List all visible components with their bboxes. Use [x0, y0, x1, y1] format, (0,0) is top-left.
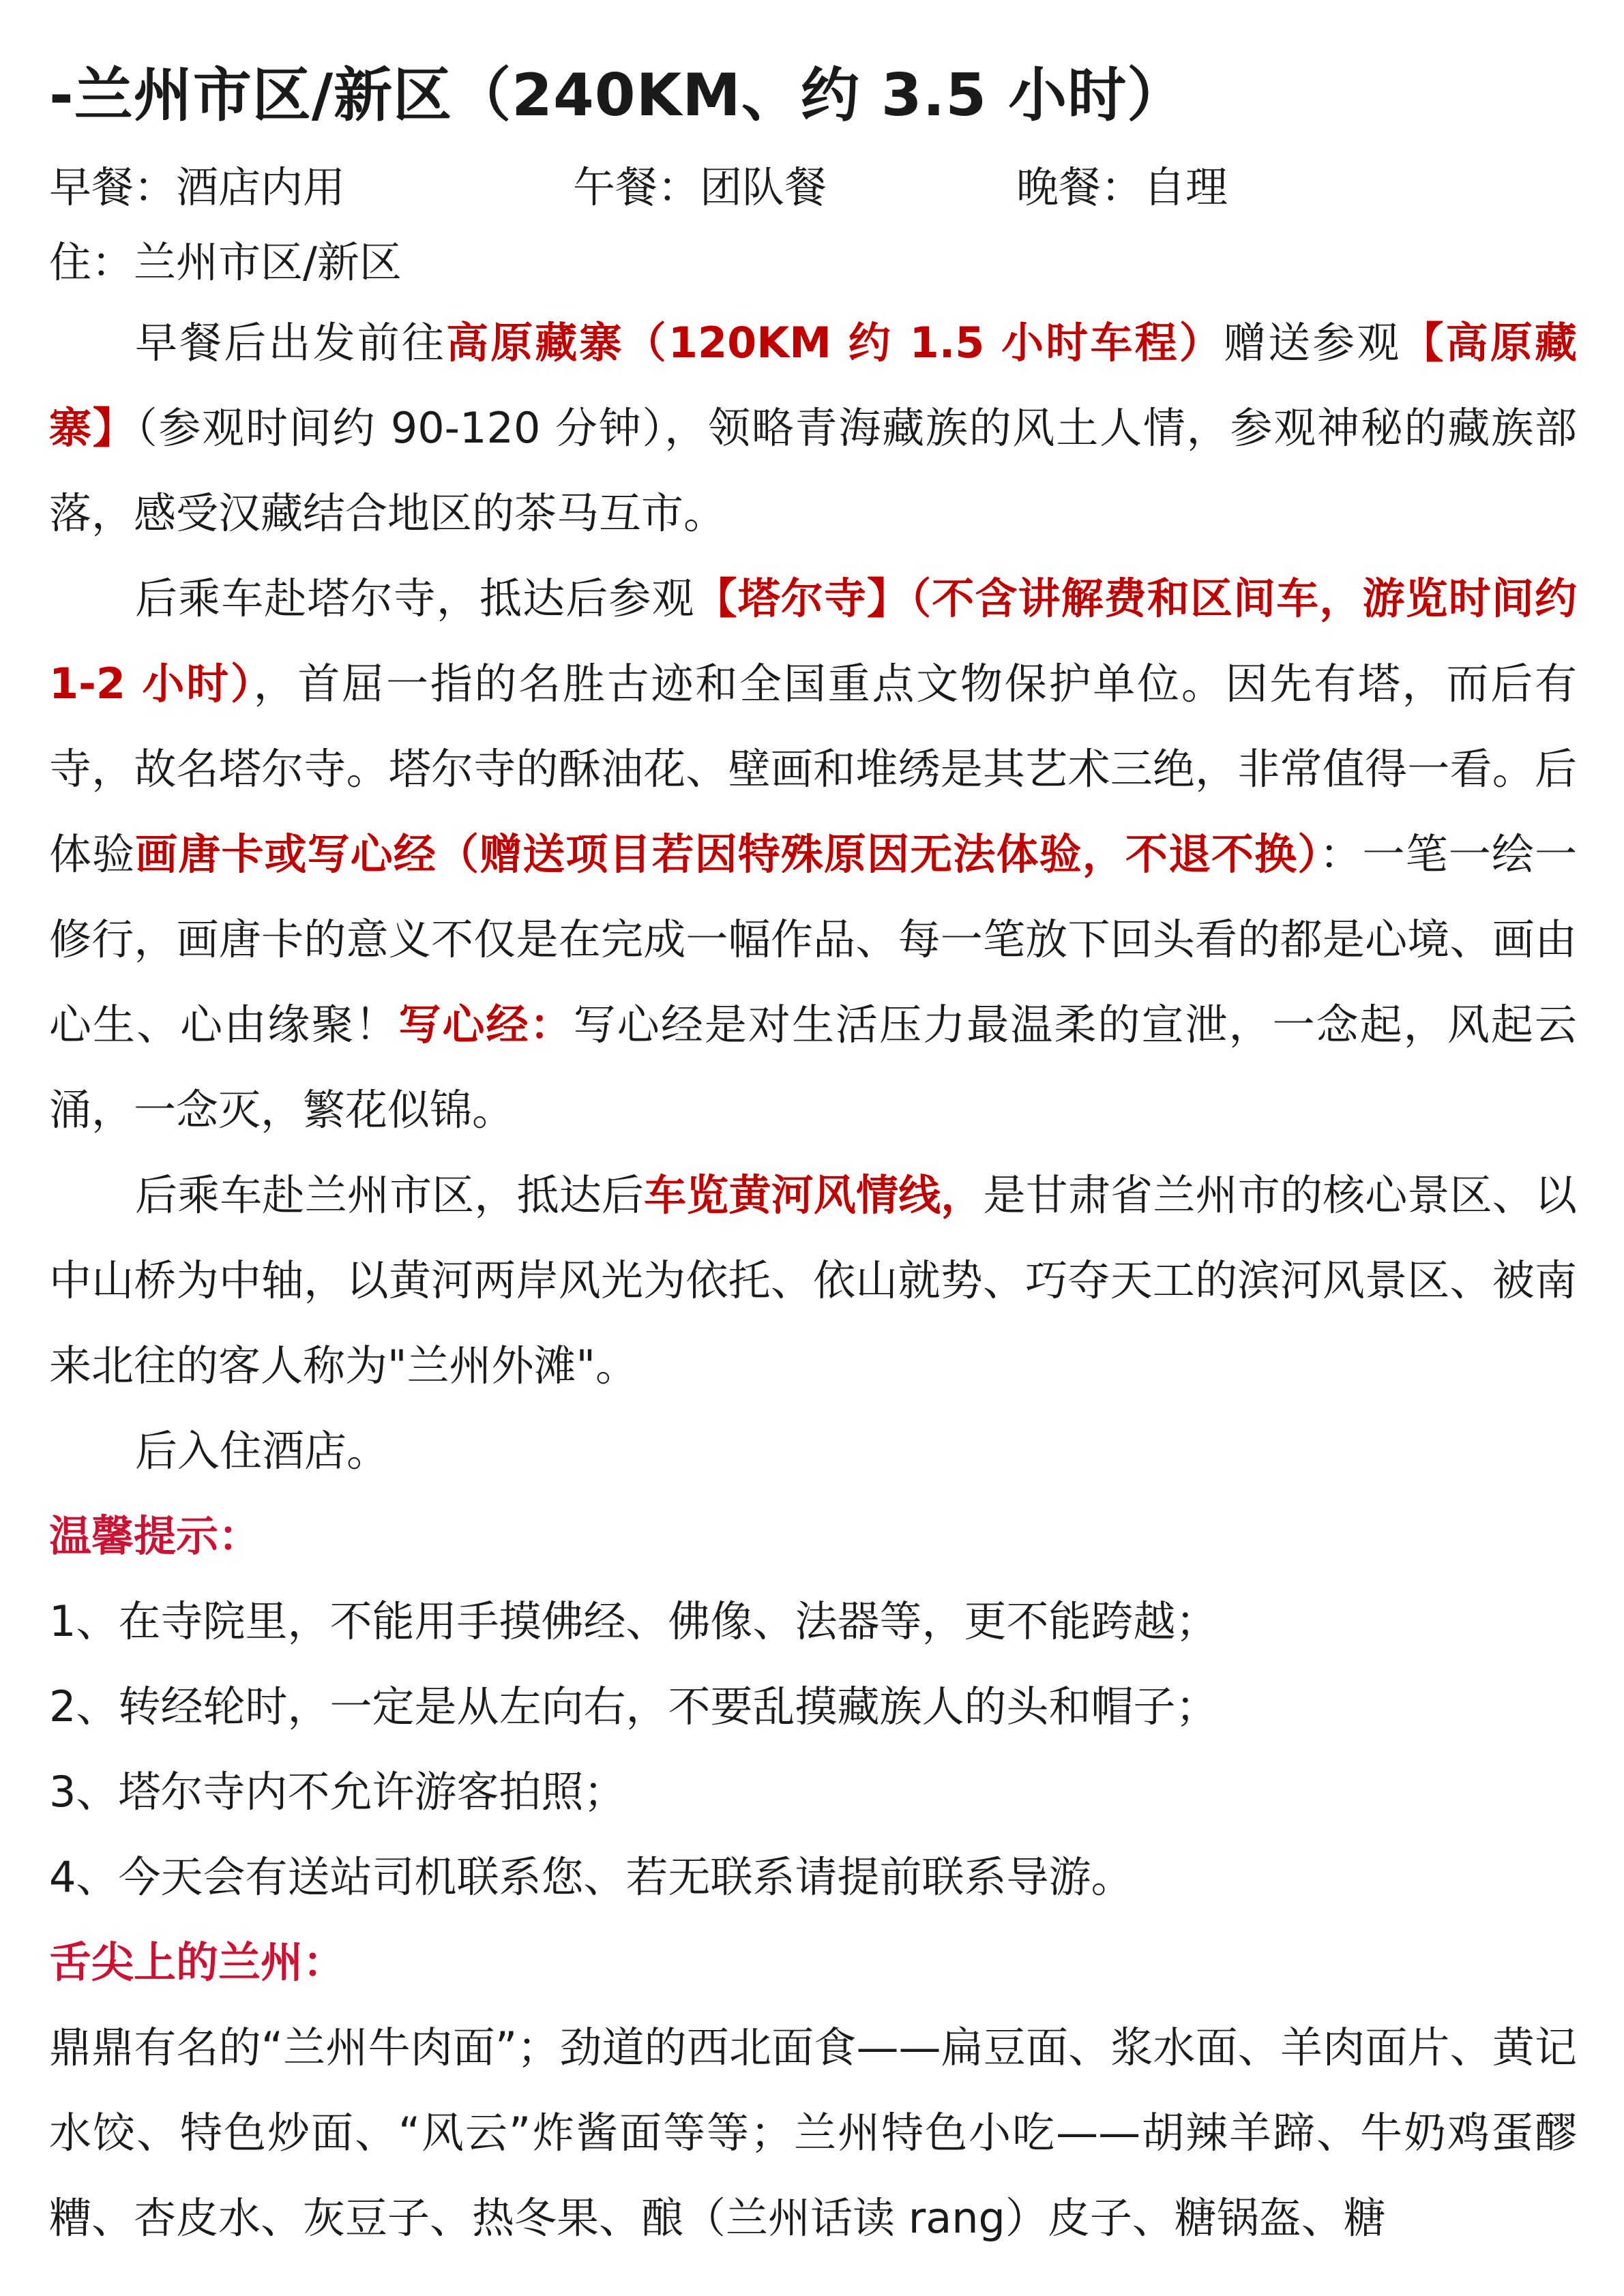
highlight-heart-sutra: 写心经： — [398, 1000, 574, 1049]
tip-item: 3、塔尔寺内不允许游客拍照； — [49, 1767, 626, 1817]
text-span: ：一笔一绘一修行，画唐卡的意义不仅是在完成一幅作品、每一笔放下回头看的都是心境、画由心生、心由缘聚！ — [49, 829, 1577, 1049]
lunch-info: 午餐：团队餐 — [573, 162, 827, 212]
tip-item: 2、转经轮时，一定是从左向右，不要乱摸藏族人的头和帽子； — [49, 1682, 1218, 1731]
text-span: 后乘车赴兰州市区，抵达后 — [135, 1170, 645, 1220]
highlight-yellow-river-scenic-line: 车览黄河风情线， — [644, 1170, 984, 1220]
breakfast-info: 早餐：酒店内用 — [49, 162, 346, 212]
paragraph-taer-temple — [49, 556, 1577, 1152]
food-heading: 舌尖上的兰州： — [49, 1937, 346, 1987]
text-span: 后乘车赴塔尔寺，抵达后参观 — [135, 573, 695, 623]
text-span: 赠送参观 — [1223, 318, 1402, 368]
paragraph-hotel-checkin: 后入住酒店。 — [135, 1426, 389, 1476]
text-span: 早餐后出发前往 — [135, 318, 447, 368]
tip-item: 4、今天会有送站司机联系您、若无联系请提前联系导游。 — [49, 1852, 1134, 1902]
text-span: 写心经是对生活压力最温柔的宣泄，一念起，风起云涌，一念灭，繁花似锦。 — [49, 1000, 1577, 1135]
highlight-tibetan-village-route: 高原藏寨（120KM 约 1.5 小时车程） — [446, 318, 1224, 368]
highlight-taer-temple: 【塔尔寺】（不含讲解费和区间车，游览时间约 1-2 小时） — [49, 573, 1577, 709]
meals-row — [49, 150, 1577, 225]
tip-item: 1、在寺院里，不能用手摸佛经、佛像、法器等，更不能跨越； — [49, 1596, 1218, 1646]
food-description: 鼎鼎有名的“兰州牛肉面”；劲道的西北面食——扁豆面、浆水面、羊肉面片、黄记水饺、特色炒面、“风云”炸酱面等等；兰州特色小吃——胡辣羊蹄、牛奶鸡蛋醪糟、杏皮水、灰豆子、热冬果、酿（兰州话读 rang）皮子、糖锅盔、糖 — [49, 2023, 1577, 2243]
text-span: ，首屈一指的名胜古迹和全国重点文物保护单位。因先有塔，而后有寺，故名塔尔寺。塔尔寺的酥油花、壁画和堆绣是其艺术三绝，非常值得一看。后体验 — [49, 659, 1577, 879]
tips-heading: 温馨提示： — [49, 1511, 261, 1561]
text-span: （参观时间约 90-120 分钟），领略青海藏族的风土人情，参观神秘的藏族部落，感受汉藏结合地区的茶马互市。 — [49, 403, 1577, 538]
text-span: 是甘肃省兰州市的核心景区、以中山桥为中轴，以黄河两岸风光为依托、依山就势、巧夺天工的滨河风景区、被南来北往的客人称为"兰州外滩"。 — [49, 1170, 1577, 1390]
accommodation-info: 住：兰州市区/新区 — [49, 237, 402, 287]
day-title: -兰州市区/新区（240KM、约 3.5 小时） — [49, 61, 1187, 130]
itinerary-page — [49, 48, 1577, 2261]
highlight-tibetan-village: 【高原藏寨】 — [49, 318, 1577, 453]
paragraph-tibetan-village — [49, 300, 1577, 556]
dinner-info: 晚餐：自理 — [1016, 162, 1228, 212]
highlight-thangka-activity: 画唐卡或写心经（赠送项目若因特殊原因无法体验，不退不换） — [135, 829, 1320, 879]
paragraph-lanzhou-riverside — [49, 1152, 1577, 1408]
